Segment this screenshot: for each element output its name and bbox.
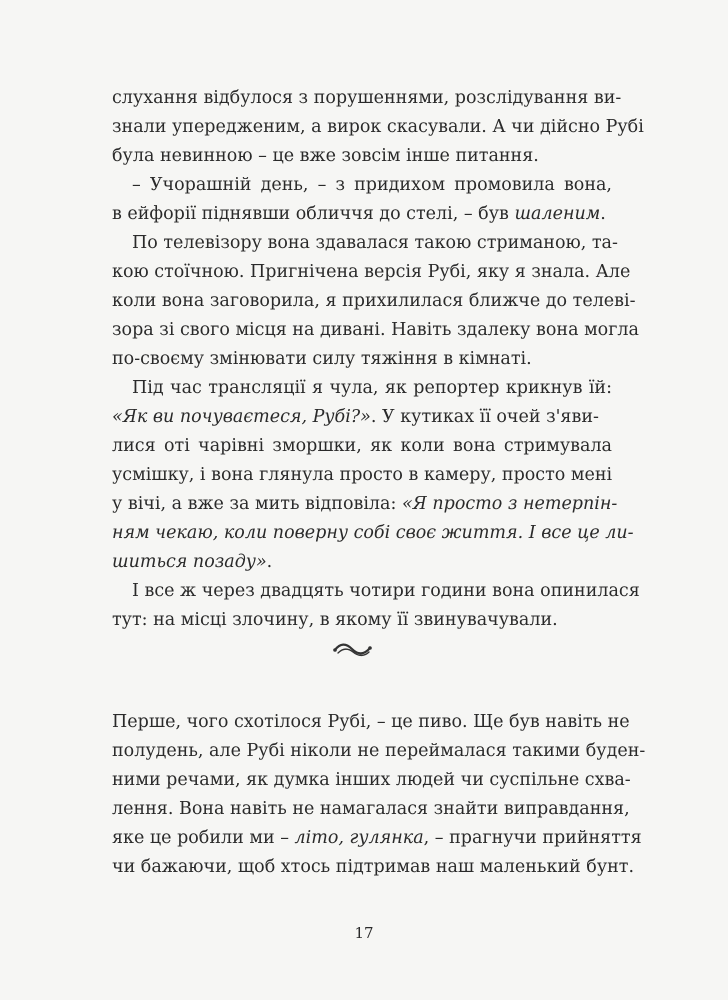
text-line: Перше, чого схотілося Рубі, – це пиво. Ще був навіть не — [112, 712, 630, 732]
emphasis-text: шаленим — [514, 204, 601, 224]
text-line: усмішку, і вона глянула просто в камеру, просто мені — [112, 465, 613, 485]
text-line: По телевізору вона здавалася такою стриманою, та- — [132, 233, 618, 253]
text-line: знали упередженим, а вирок скасували. А чи дійсно Рубі — [112, 117, 644, 137]
emphasis-text: літо, гулянка — [294, 828, 424, 848]
text-line: в ейфорії піднявши обличчя до стелі, – був шаленим. — [112, 204, 606, 224]
text-line: ням чекаю, коли поверну собі своє життя. І все це ли- — [112, 523, 634, 543]
text-line: тут: на місці злочину, в якому її звинувачували. — [112, 610, 558, 630]
text-line: чи бажаючи, щоб хтось підтримав наш маленький бунт. — [112, 857, 635, 877]
quote-text: «Я просто з нетерпін- — [401, 494, 618, 514]
text-line: у вічі, а вже за мить відповіла: «Я просто з нетерпін- — [112, 494, 618, 514]
quote-text: «Як ви почуваєтеся, Рубі?» — [112, 407, 371, 427]
text-line: лення. Вона навіть не намагалася знайти виправдання, — [112, 799, 630, 819]
text-line: І все ж через двадцять чотири години вона опинилася — [132, 581, 640, 601]
text-line: яке це робили ми – літо, гулянка, – прагнучи прийняття — [112, 828, 642, 848]
text-line: шиться позаду». — [112, 552, 273, 572]
swirl-ornament-icon — [332, 640, 374, 660]
text-line: лися оті чарівні зморшки, як коли вона стримувала — [112, 436, 612, 456]
text-line: «Як ви почуваєтеся, Рубі?». У кутиках її очей з'яви- — [112, 407, 599, 427]
text-line: ними речами, як думка інших людей чи суспільне схва- — [112, 770, 631, 790]
text-line: Під час трансляції я чула, як репортер крикнув їй: — [132, 378, 612, 398]
quote-text: шиться позаду» — [112, 552, 267, 572]
text-line: кою стоїчною. Пригнічена версія Рубі, яку я знала. Але — [112, 262, 631, 282]
text-line: слухання відбулося з порушеннями, розслідування ви- — [112, 88, 622, 108]
page-number: 17 — [354, 924, 374, 942]
text-line: коли вона заговорила, я прихилилася ближче до телеві- — [112, 291, 636, 311]
text-line: – Учорашній день, – з придихом промовила вона, — [132, 175, 612, 195]
text-line: була невинною – це вже зовсім інше питання. — [112, 146, 539, 166]
text-line: зора зі свого місця на дивані. Навіть здалеку вона могла — [112, 320, 639, 340]
text-line: полудень, але Рубі ніколи не переймалася такими буден- — [112, 741, 646, 761]
text-line: по-своєму змінювати силу тяжіння в кімнаті. — [112, 349, 532, 369]
